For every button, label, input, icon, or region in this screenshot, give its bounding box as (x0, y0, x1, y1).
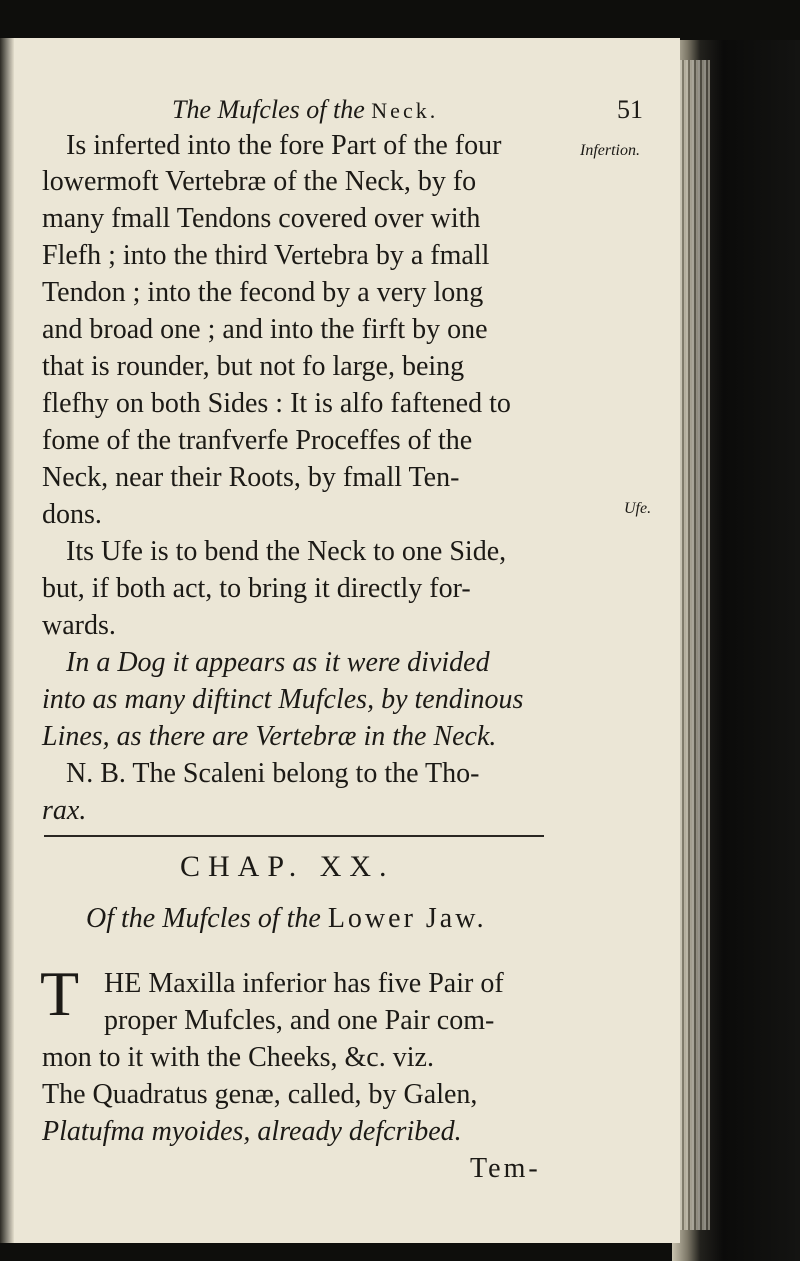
page-stack-edges (680, 60, 710, 1230)
body-line: fome of the tranfverfe Proceffes of the (42, 425, 473, 456)
body-line: Is inferted into the fore Part of the four (66, 130, 502, 161)
body-line: Flefh ; into the third Vertebra by a fmall (42, 240, 490, 271)
body-line: rax. (42, 795, 87, 826)
chapter-heading: CHAP. XX. (180, 850, 395, 883)
chapter-line: Platufma myoides, already defcribed. (42, 1116, 462, 1147)
body-line: Lines, as there are Vertebræ in the Neck. (42, 721, 497, 752)
body-line: and broad one ; and into the firft by one (42, 314, 488, 345)
section-rule (44, 835, 544, 837)
chapter-line: HE Maxilla inferior has five Pair of (104, 968, 504, 999)
catchword: Tem- (470, 1153, 541, 1184)
body-line: N. B. The Scaleni belong to the Tho- (66, 758, 480, 789)
body-line: flefhy on both Sides : It is alfo faftened to (42, 388, 511, 419)
running-head-section: Neck. (371, 98, 439, 123)
chapter-line: proper Mufcles, and one Pair com- (104, 1005, 495, 1036)
body-line: Tendon ; into the fecond by a very long (42, 277, 484, 308)
body-line: In a Dog it appears as it were divided (66, 647, 490, 678)
margin-note-insertion: Infertion. (580, 142, 640, 159)
drop-cap: T (40, 958, 80, 1029)
running-head-title: The Mufcles of the (172, 95, 365, 124)
page-number: 51 (617, 95, 643, 124)
chapter-subtitle-prefix: Of the Mufcles of the (86, 903, 321, 934)
chapter-subtitle-section: Lower Jaw. (327, 903, 487, 934)
body-line: Neck, near their Roots, by fmall Ten- (42, 462, 460, 493)
chapter-line: The Quadratus genæ, called, by Galen, (42, 1079, 478, 1110)
body-line: into as many diftinct Mufcles, by tendinous (42, 684, 524, 715)
body-line: but, if both act, to bring it directly for- (42, 573, 471, 604)
body-line: that is rounder, but not fo large, being (42, 351, 465, 382)
margin-note-use: Ufe. (624, 500, 652, 517)
running-head (172, 95, 438, 125)
body-line: many fmall Tendons covered over with (42, 203, 481, 234)
paper-left-edge (0, 38, 14, 1243)
body-line: lowermoft Vertebræ of the Neck, by fo (42, 166, 477, 197)
body-line: dons. (42, 499, 102, 530)
body-line: wards. (42, 610, 116, 641)
body-line: Its Ufe is to bend the Neck to one Side, (66, 536, 507, 567)
chapter-line: mon to it with the Cheeks, &c. viz. (42, 1042, 434, 1073)
chapter-subtitle (86, 903, 487, 935)
